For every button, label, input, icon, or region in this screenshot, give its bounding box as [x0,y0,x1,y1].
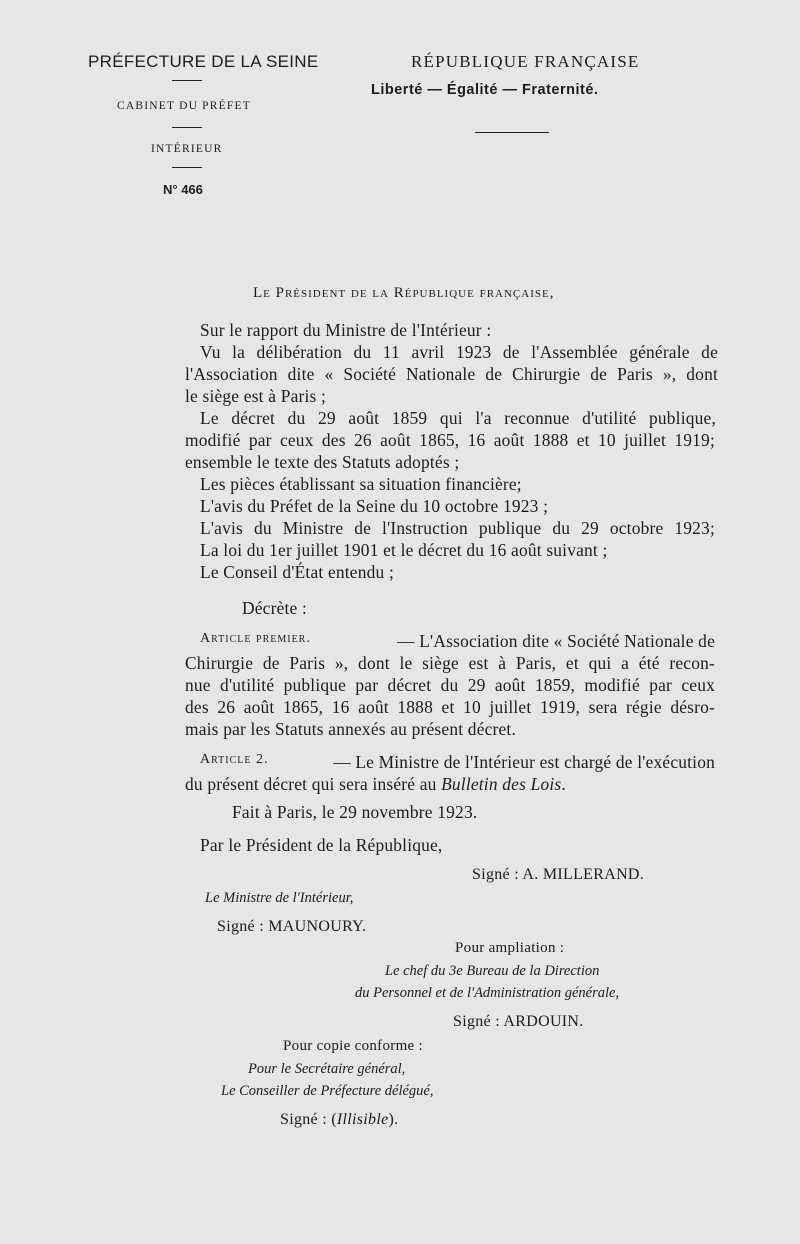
ampliation-label: Pour ampliation : [455,940,565,956]
article1-line: des 26 août 1865, 16 août 1888 et 10 juillet 1919, sera régie désro- [185,697,715,717]
visa-line: ensemble le texte des Statuts adoptés ; [185,452,460,472]
article2-heading: Article 2. [200,752,269,767]
article1-first-line [200,631,715,652]
illisible-signature [280,1111,398,1129]
article2-line2 [185,774,566,795]
article2-line2-suffix: . [561,774,566,794]
article2-first-line [200,752,715,773]
visa-line: le siège est à Paris ; [185,386,327,406]
republique-title: RÉPUBLIQUE FRANÇAISE [411,52,640,71]
maunoury-signature: Signé : MAUNOURY. [217,918,367,935]
ministre-title: Le Ministre de l'Intérieur, [205,890,354,906]
article2-text: — Le Ministre de l'Intérieur est chargé de l'exécution [333,752,715,772]
interieur-label: INTÉRIEUR [151,143,223,155]
visa-line: Sur le rapport du Ministre de l'Intérieur : [200,320,492,340]
visa-line: Les pièces établissant sa situation financière; [200,474,522,494]
visa-line: modifié par ceux des 26 août 1865, 16 août 1888 et 10 juillet 1919; [185,430,715,450]
illisible-prefix: Signé : ( [280,1111,337,1128]
ardouin-signature: Signé : ARDOUIN. [453,1013,584,1030]
prefecture-title: PRÉFECTURE DE LA SEINE [88,52,319,71]
article1-line: mais par les Statuts annexés au présent décret. [185,719,517,739]
visa-line: L'avis du Ministre de l'Instruction publique du 29 octobre 1923; [200,518,715,538]
article1-line: Chirurgie de Paris », dont le siège est à Paris, et qui a été recon- [185,653,715,673]
fait-a-paris: Fait à Paris, le 29 novembre 1923. [232,802,478,822]
visa-line: Vu la délibération du 11 avril 1923 de l'Assemblée générale de [200,342,718,362]
visa-line: La loi du 1er juillet 1901 et le décret du 16 août suivant ; [200,540,608,560]
document-number: N° 466 [163,182,203,197]
millerand-signature: Signé : A. MILLERAND. [472,866,645,883]
divider [475,132,549,133]
bulletin-des-lois: Bulletin des Lois [441,774,562,794]
president-heading: Le Président de la République française, [253,285,555,301]
secretaire-line1: Pour le Secrétaire général, [248,1061,406,1077]
article1-heading: Article premier. [200,631,311,646]
visa-line: Le Conseil d'État entendu ; [200,562,394,582]
visa-line: L'avis du Préfet de la Seine du 10 octobre 1923 ; [200,496,549,516]
decrete-label: Décrète : [242,598,308,618]
motto: Liberté — Égalité — Fraternité. [371,82,599,98]
visa-line: Le décret du 29 août 1859 qui l'a reconnue d'utilité publique, [200,408,716,428]
visa-line: l'Association dite « Société Nationale de Chirurgie de Paris », dont [185,364,718,384]
chef-bureau-line1: Le chef du 3e Bureau de la Direction [385,963,600,979]
copie-conforme-label: Pour copie conforme : [283,1038,424,1054]
article2-line2-prefix: du présent décret qui sera inséré au [185,774,442,794]
article1-line: nue d'utilité publique par décret du 29 août 1859, modifié par ceux [185,675,715,695]
divider [172,80,202,81]
divider [172,127,202,128]
illisible-word: Illisible [336,1111,389,1128]
par-le-president: Par le Président de la République, [200,835,443,855]
cabinet-label: CABINET DU PRÉFET [117,100,251,112]
divider [172,167,202,168]
secretaire-line2: Le Conseiller de Préfecture délégué, [221,1083,434,1099]
article1-text: — L'Association dite « Société Nationale de [397,631,715,651]
chef-bureau-line2: du Personnel et de l'Administration générale, [355,985,620,1001]
illisible-suffix: ). [388,1111,399,1128]
